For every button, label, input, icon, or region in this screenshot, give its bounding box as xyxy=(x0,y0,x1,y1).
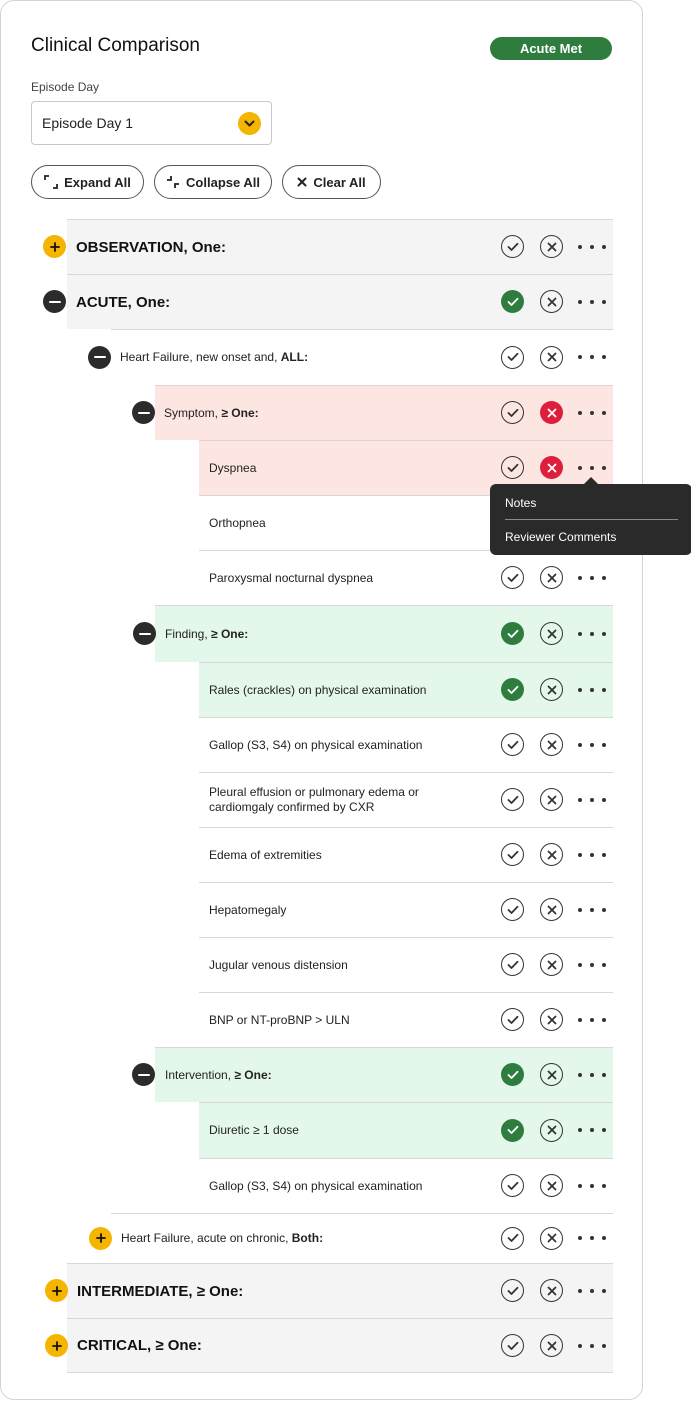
criteria-label xyxy=(209,1179,422,1194)
not-met-x-icon[interactable] xyxy=(540,953,563,976)
met-check-icon[interactable] xyxy=(501,678,524,701)
more-options-icon[interactable] xyxy=(578,406,606,420)
criteria-text: Symptom, xyxy=(164,405,222,420)
criteria-label xyxy=(209,738,422,753)
criteria-text: Orthopnea xyxy=(209,515,266,530)
close-icon xyxy=(297,177,307,187)
collapse-row-minus-icon[interactable] xyxy=(43,290,66,313)
criteria-text: Dyspnea xyxy=(209,460,257,475)
episode-day-select[interactable] xyxy=(31,101,272,145)
met-check-icon[interactable] xyxy=(501,1008,524,1031)
criteria-label xyxy=(209,848,322,863)
criteria-qualifier: ALL: xyxy=(280,350,309,364)
criteria-row-observation xyxy=(67,219,613,274)
criteria-text: Hepatomegaly xyxy=(209,902,287,917)
met-check-icon[interactable] xyxy=(501,843,524,866)
not-met-x-icon[interactable] xyxy=(540,290,563,313)
criteria-text: Heart Failure, acute on chronic, xyxy=(121,1231,292,1245)
met-check-icon[interactable] xyxy=(501,401,524,424)
criteria-label xyxy=(121,1231,323,1246)
met-check-icon[interactable] xyxy=(501,290,524,313)
criteria-label xyxy=(209,683,426,698)
criteria-qualifier: ≥ One: xyxy=(221,405,259,420)
expand-icon xyxy=(44,175,58,189)
page-title: Clinical Comparison xyxy=(31,35,200,56)
criteria-label xyxy=(76,295,170,310)
more-options-icon[interactable] xyxy=(578,958,606,972)
not-met-x-icon[interactable] xyxy=(540,346,563,369)
not-met-x-icon[interactable] xyxy=(540,1063,563,1086)
criteria-text: BNP or NT-proBNP > ULN xyxy=(209,1012,350,1027)
met-check-icon[interactable] xyxy=(501,456,524,479)
more-options-icon[interactable] xyxy=(578,683,606,697)
met-check-icon[interactable] xyxy=(501,1174,524,1197)
criteria-qualifier: ≥ One: xyxy=(211,626,249,641)
not-met-x-icon[interactable] xyxy=(540,1227,563,1250)
more-options-icon[interactable] xyxy=(578,1068,606,1082)
more-options-icon[interactable] xyxy=(578,571,606,585)
not-met-x-icon[interactable] xyxy=(540,1119,563,1142)
criteria-text: Intervention, xyxy=(165,1067,235,1082)
more-options-icon[interactable] xyxy=(578,1231,606,1245)
met-check-icon[interactable] xyxy=(501,622,524,645)
criteria-text: Finding, xyxy=(165,626,212,641)
criteria-label xyxy=(209,1123,299,1138)
criteria-label xyxy=(209,958,348,973)
more-options-icon[interactable] xyxy=(578,461,606,475)
row-options-menu xyxy=(490,484,691,555)
expand-row-plus-icon[interactable] xyxy=(89,1227,112,1250)
more-options-icon[interactable] xyxy=(578,793,606,807)
not-met-x-icon[interactable] xyxy=(540,235,563,258)
criteria-label xyxy=(209,516,266,531)
more-options-icon[interactable] xyxy=(578,295,606,309)
criteria-label xyxy=(120,350,308,365)
more-options-icon[interactable] xyxy=(578,1339,606,1353)
met-check-icon[interactable] xyxy=(501,566,524,589)
criteria-text: INTERMEDIATE, ≥ One: xyxy=(77,1282,244,1300)
not-met-x-icon[interactable] xyxy=(540,1334,563,1357)
more-options-icon[interactable] xyxy=(578,1123,606,1137)
criteria-label xyxy=(165,1068,272,1083)
collapse-all-button[interactable] xyxy=(154,165,272,199)
expand-row-plus-icon[interactable] xyxy=(43,235,66,258)
collapse-all-label: Collapse All xyxy=(186,174,260,190)
collapse-row-minus-icon[interactable] xyxy=(132,401,155,424)
episode-day-value: Episode Day 1 xyxy=(42,115,134,131)
criteria-label xyxy=(209,571,373,586)
collapse-row-minus-icon[interactable] xyxy=(133,622,156,645)
not-met-x-icon[interactable] xyxy=(540,1174,563,1197)
menu-item-reviewer-comments[interactable]: Reviewer Comments xyxy=(505,530,617,544)
criteria-label xyxy=(209,903,286,918)
menu-item-notes[interactable]: Notes xyxy=(505,496,537,510)
met-check-icon[interactable] xyxy=(501,1227,524,1250)
criteria-label xyxy=(77,1338,202,1353)
criteria-row-intermediate xyxy=(67,1263,613,1318)
not-met-x-icon[interactable] xyxy=(540,566,563,589)
more-options-icon[interactable] xyxy=(578,738,606,752)
criteria-label xyxy=(209,785,419,815)
status-badge: Acute Met xyxy=(490,37,612,60)
more-options-icon[interactable] xyxy=(578,1284,606,1298)
not-met-x-icon[interactable] xyxy=(540,1008,563,1031)
met-check-icon[interactable] xyxy=(501,898,524,921)
criteria-text: ACUTE, One: xyxy=(76,293,171,311)
criteria-label xyxy=(209,461,256,476)
met-check-icon[interactable] xyxy=(501,733,524,756)
criteria-label xyxy=(209,1013,350,1028)
more-options-icon[interactable] xyxy=(578,1179,606,1193)
criteria-text: CRITICAL, ≥ One: xyxy=(77,1337,202,1354)
criteria-row-hf-new-onset xyxy=(111,329,613,385)
criteria-label xyxy=(76,240,226,255)
not-met-x-icon[interactable] xyxy=(540,622,563,645)
not-met-x-icon[interactable] xyxy=(540,678,563,701)
criteria-text: Rales (crackles) on physical examination xyxy=(209,682,427,697)
met-check-icon[interactable] xyxy=(501,1063,524,1086)
criteria-text: Gallop (S3, S4) on physical examination xyxy=(209,737,423,752)
criteria-qualifier: ≥ One: xyxy=(234,1067,272,1082)
criteria-text: Gallop (S3, S4) on physical examination xyxy=(209,1178,423,1193)
expand-all-button[interactable] xyxy=(31,165,144,199)
not-met-x-icon[interactable] xyxy=(540,456,563,479)
not-met-x-icon[interactable] xyxy=(540,733,563,756)
criteria-row-critical xyxy=(67,1318,613,1373)
not-met-x-icon[interactable] xyxy=(540,401,563,424)
criteria-row-hf-acute-chronic xyxy=(111,1213,613,1263)
met-check-icon[interactable] xyxy=(501,235,524,258)
more-options-icon[interactable] xyxy=(578,848,606,862)
criteria-text: Jugular venous distension xyxy=(209,957,348,972)
expand-all-label: Expand All xyxy=(64,174,131,190)
met-check-icon[interactable] xyxy=(501,1119,524,1142)
not-met-x-icon[interactable] xyxy=(540,843,563,866)
criteria-label xyxy=(165,627,248,642)
not-met-x-icon[interactable] xyxy=(540,788,563,811)
criteria-text: Paroxysmal nocturnal dyspnea xyxy=(209,570,374,585)
criteria-label xyxy=(77,1284,243,1299)
criteria-text: Heart Failure, new onset and, xyxy=(120,350,281,364)
criteria-row-acute xyxy=(67,274,613,329)
criteria-text: OBSERVATION, One: xyxy=(76,238,227,256)
met-check-icon[interactable] xyxy=(501,346,524,369)
more-options-icon[interactable] xyxy=(578,903,606,917)
met-check-icon[interactable] xyxy=(501,788,524,811)
more-options-icon[interactable] xyxy=(578,1013,606,1027)
criteria-text: Pleural effusion or pulmonary edema or xyxy=(209,785,419,799)
met-check-icon[interactable] xyxy=(501,953,524,976)
chevron-down-icon xyxy=(238,112,261,135)
clear-all-label: Clear All xyxy=(313,174,366,190)
menu-divider xyxy=(505,519,678,520)
more-options-icon[interactable] xyxy=(578,240,606,254)
criteria-text-line2: cardiomgaly confirmed by CXR xyxy=(209,800,375,814)
expand-row-plus-icon[interactable] xyxy=(45,1279,68,1302)
met-check-icon[interactable] xyxy=(501,1334,524,1357)
collapse-icon xyxy=(166,175,180,189)
met-check-icon[interactable] xyxy=(501,1279,524,1302)
not-met-x-icon[interactable] xyxy=(540,1279,563,1302)
collapse-row-minus-icon[interactable] xyxy=(88,346,111,369)
episode-day-label: Episode Day xyxy=(31,80,100,94)
criteria-text: Diuretic ≥ 1 dose xyxy=(209,1123,299,1137)
clear-all-button[interactable] xyxy=(282,165,381,199)
criteria-label xyxy=(164,406,259,421)
not-met-x-icon[interactable] xyxy=(540,898,563,921)
collapse-row-minus-icon[interactable] xyxy=(132,1063,155,1086)
expand-row-plus-icon[interactable] xyxy=(45,1334,68,1357)
criteria-text: Edema of extremities xyxy=(209,847,322,862)
more-options-icon[interactable] xyxy=(578,627,606,641)
more-options-icon[interactable] xyxy=(578,350,606,364)
criteria-qualifier: Both: xyxy=(291,1231,324,1245)
